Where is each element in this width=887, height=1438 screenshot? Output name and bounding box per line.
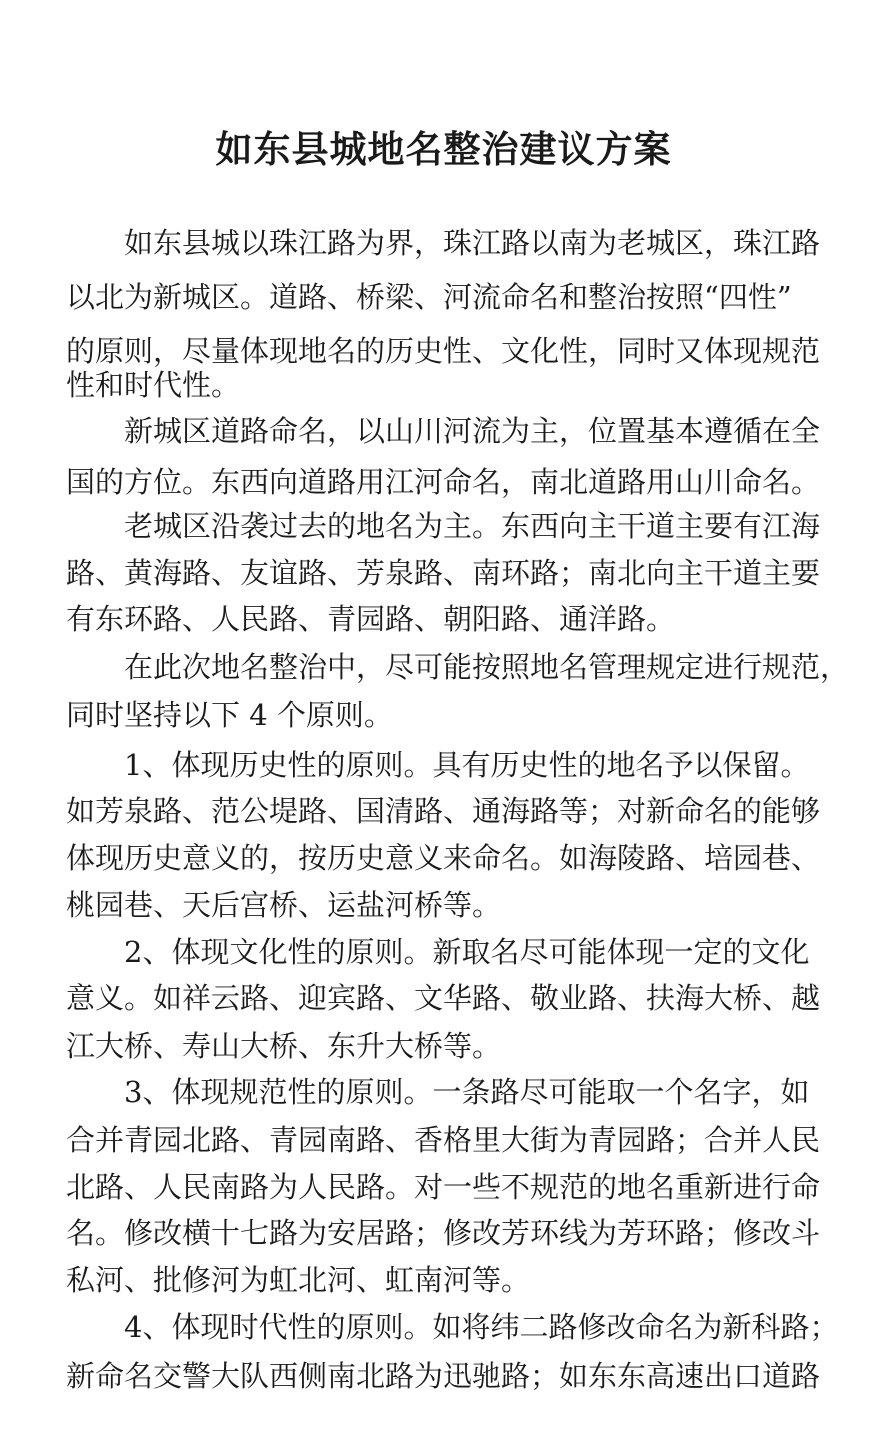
text-line: 1、体现历史性的原则。具有历史性的地名予以保留。 bbox=[124, 748, 810, 782]
text-line: 同时坚持以下 4 个原则。 bbox=[66, 698, 393, 732]
text-line: 新命名交警大队西侧南北路为迅驰路；如东东高速出口道路 bbox=[66, 1359, 821, 1393]
text-line: 国的方位。东西向道路用江河命名，南北道路用山川命名。 bbox=[66, 465, 821, 499]
text-line: 在此次地名整治中，尽可能按照地名管理规定进行规范， bbox=[124, 650, 850, 684]
text-line: 体现历史意义的，按历史意义来命名。如海陵路、培园巷、 bbox=[66, 841, 821, 875]
text-line: 新城区道路命名，以山川河流为主，位置基本遵循在全 bbox=[124, 414, 821, 448]
text-line: 江大桥、寿山大桥、东升大桥等。 bbox=[66, 1029, 502, 1063]
text-line: 有东环路、人民路、青园路、朝阳路、通洋路。 bbox=[66, 602, 676, 636]
text-line: 性和时代性。 bbox=[66, 368, 241, 402]
text-line: 意义。如祥云路、迎宾路、文华路、敬业路、扶海大桥、越 bbox=[66, 981, 821, 1015]
text-line: 如芳泉路、范公堤路、国清路、通海路等；对新命名的能够 bbox=[66, 794, 821, 828]
text-line: 北路、人民南路为人民路。对一些不规范的地名重新进行命 bbox=[66, 1170, 821, 1204]
document-title: 如东县城地名整治建议方案 bbox=[215, 128, 672, 171]
text-line: 名。修改横十七路为安居路；修改芳环线为芳环路；修改斗 bbox=[66, 1216, 821, 1250]
text-line: 桃园巷、天后宫桥、运盐河桥等。 bbox=[66, 888, 502, 922]
text-line: 老城区沿袭过去的地名为主。东西向主干道主要有江海 bbox=[124, 509, 821, 543]
text-line: 4、体现时代性的原则。如将纬二路修改命名为新科路； bbox=[124, 1310, 839, 1344]
text-line: 3、体现规范性的原则。一条路尽可能取一个名字，如 bbox=[124, 1075, 810, 1109]
text-line: 如东县城以珠江路为界，珠江路以南为老城区，珠江路 bbox=[124, 226, 821, 260]
text-line: 合并青园北路、青园南路、香格里大街为青园路；合并人民 bbox=[66, 1123, 821, 1157]
text-line: 以北为新城区。道路、桥梁、河流命名和整治按照“四性” bbox=[66, 280, 792, 314]
text-line: 的原则，尽量体现地名的历史性、文化性，同时又体现规范 bbox=[66, 334, 821, 368]
text-line: 私河、批修河为虹北河、虹南河等。 bbox=[66, 1263, 531, 1297]
text-line: 路、黄海路、友谊路、芳泉路、南环路；南北向主干道主要 bbox=[66, 556, 821, 590]
text-line: 2、体现文化性的原则。新取名尽可能体现一定的文化 bbox=[124, 935, 810, 969]
